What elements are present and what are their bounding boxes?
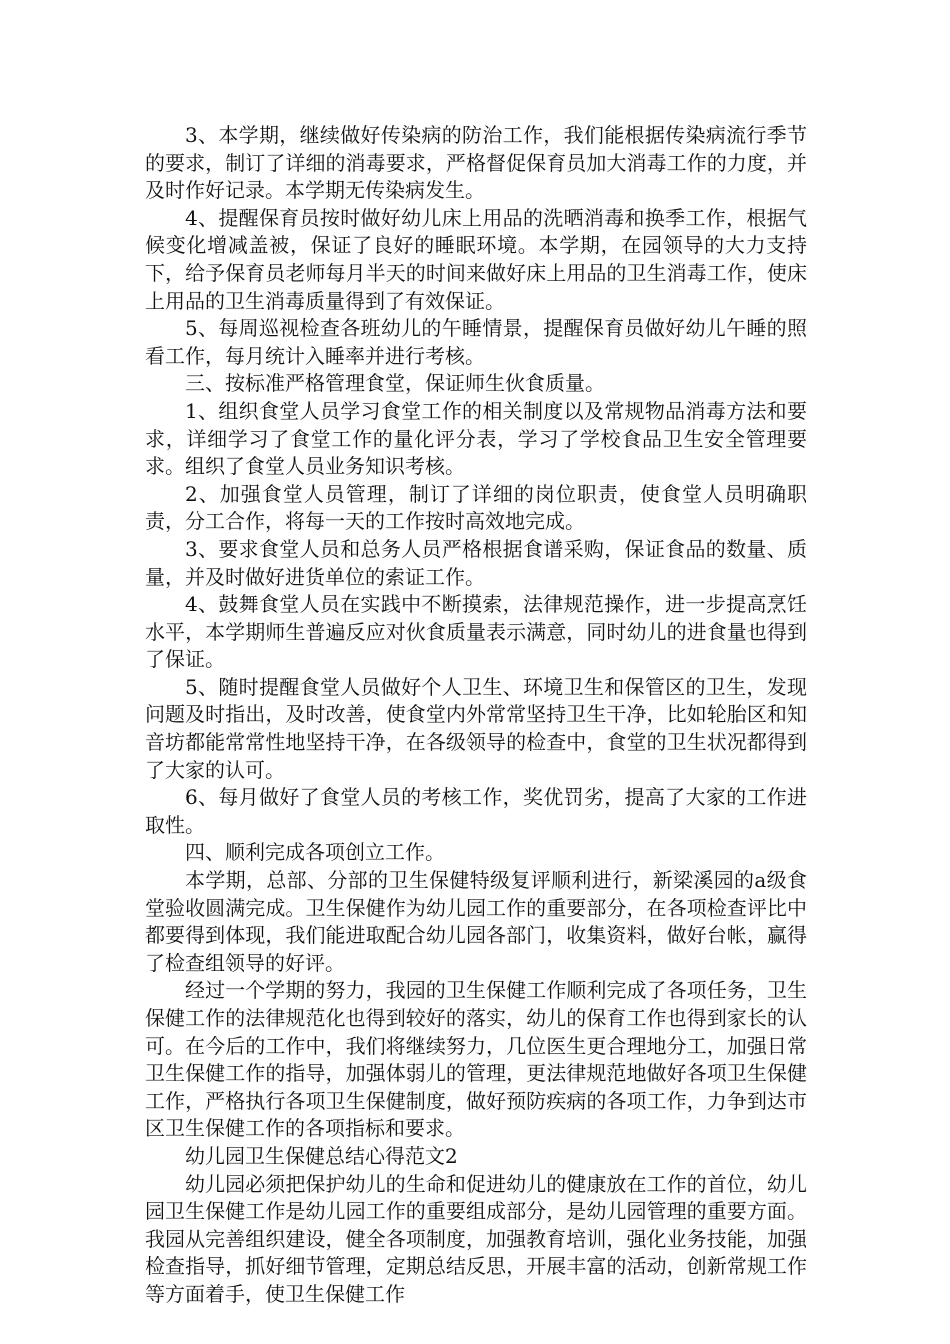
paragraph-semester-summary: 经过一个学期的努力，我园的卫生保健工作顺利完成了各项任务，卫生保健工作的法律规范化也得到较好的落实，幼儿的保育工作也得到家长的认可。在今后的工作中，我们将继续努力，几位医生更合理地分工，加强日常卫生保健工作的指导，加强体弱儿的管理，更法律规范地做好各项卫生保健工作，严格执行各项卫生保健制度，做好预防疾病的各项工作，力争到达市区卫生保健工作的各项指标和要求。 [145,978,807,1141]
paragraph-cooking-improvement: 4、鼓舞食堂人员在实践中不断摸索，法律规范操作，进一步提高烹饪水平，本学期师生普遍反应对伙食质量表示满意，同时幼儿的进食量也得到了保证。 [145,592,807,672]
paragraph-canteen-hygiene: 5、随时提醒食堂人员做好个人卫生、环境卫生和保管区的卫生，发现问题及时指出，及时改善，使食堂内外常常坚持卫生干净，比如轮胎区和知音坊都能常常性地坚持干净，在各级领导的检查中，食堂的卫生状况都得到了大家的认可。 [145,674,807,782]
paragraph-bedding-disinfection: 4、提醒保育员按时做好幼儿床上用品的洗晒消毒和换季工作，根据气候变化增减盖被，保证了良好的睡眠环境。本学期，在园领导的大力支持下，给予保育员老师每月半天的时间来做好床上用品的卫生消毒工作，使床上用品的卫生消毒质量得到了有效保证。 [145,205,807,313]
document-body [145,122,807,1309]
paragraph-disease-prevention: 3、本学期，继续做好传染病的防治工作，我们能根据传染病流行季节的要求，制订了详细的消毒要求，严格督促保育员加大消毒工作的力度，并及时作好记录。本学期无传染病发生。 [145,123,807,203]
paragraph-staff-assessment: 6、每月做好了食堂人员的考核工作，奖优罚劣，提高了大家的工作进取性。 [145,785,807,837]
section-heading-canteen: 三、按标准严格管理食堂，保证师生伙食质量。 [185,371,605,396]
article-title-sample-2: 幼儿园卫生保健总结心得范文2 [185,1143,458,1168]
paragraph-sample-2-intro: 幼儿园必须把保护幼儿的生命和促进幼儿的健康放在工作的首位，幼儿园卫生保健工作是幼儿园工作的重要组成部分，是幼儿园管理的重要方面。我园从完善组织建设，健全各项制度，加强教育培训，强化业务技能，加强检查指导，抓好细节管理，定期总结反思，开展丰富的活动，创新常规工作等方面着手，使卫生保健工作 [145,1171,807,1306]
paragraph-inspection-review: 本学期，总部、分部的卫生保健特级复评顺利进行，新梁溪园的a级食堂验收圆满完成。卫生保健作为幼儿园工作的重要部分，在各项检查评比中都要得到体现，我们能进取配合幼儿园各部门，收集资料，做好台帐，赢得了检查组领导的好评。 [145,868,807,975]
paragraph-canteen-purchasing: 3、要求食堂人员和总务人员严格根据食谱采购，保证食品的数量、质量，并及时做好进货单位的索证工作。 [145,536,807,589]
paragraph-canteen-management: 2、加强食堂人员管理，制订了详细的岗位职责，使食堂人员明确职责，分工合作，将每一天的工作按时高效地完成。 [145,481,807,534]
paragraph-nap-inspection: 5、每周巡视检查各班幼儿的午睡情景，提醒保育员做好幼儿午睡的照看工作，每月统计入睡率并进行考核。 [145,316,807,368]
paragraph-canteen-training: 1、组织食堂人员学习食堂工作的相关制度以及常规物品消毒方法和要求，详细学习了食堂工作的量化评分表，学习了学校食品卫生安全管理要求。组织了食堂人员业务知识考核。 [145,398,807,479]
section-heading-creation-work: 四、顺利完成各项创立工作。 [185,840,445,865]
